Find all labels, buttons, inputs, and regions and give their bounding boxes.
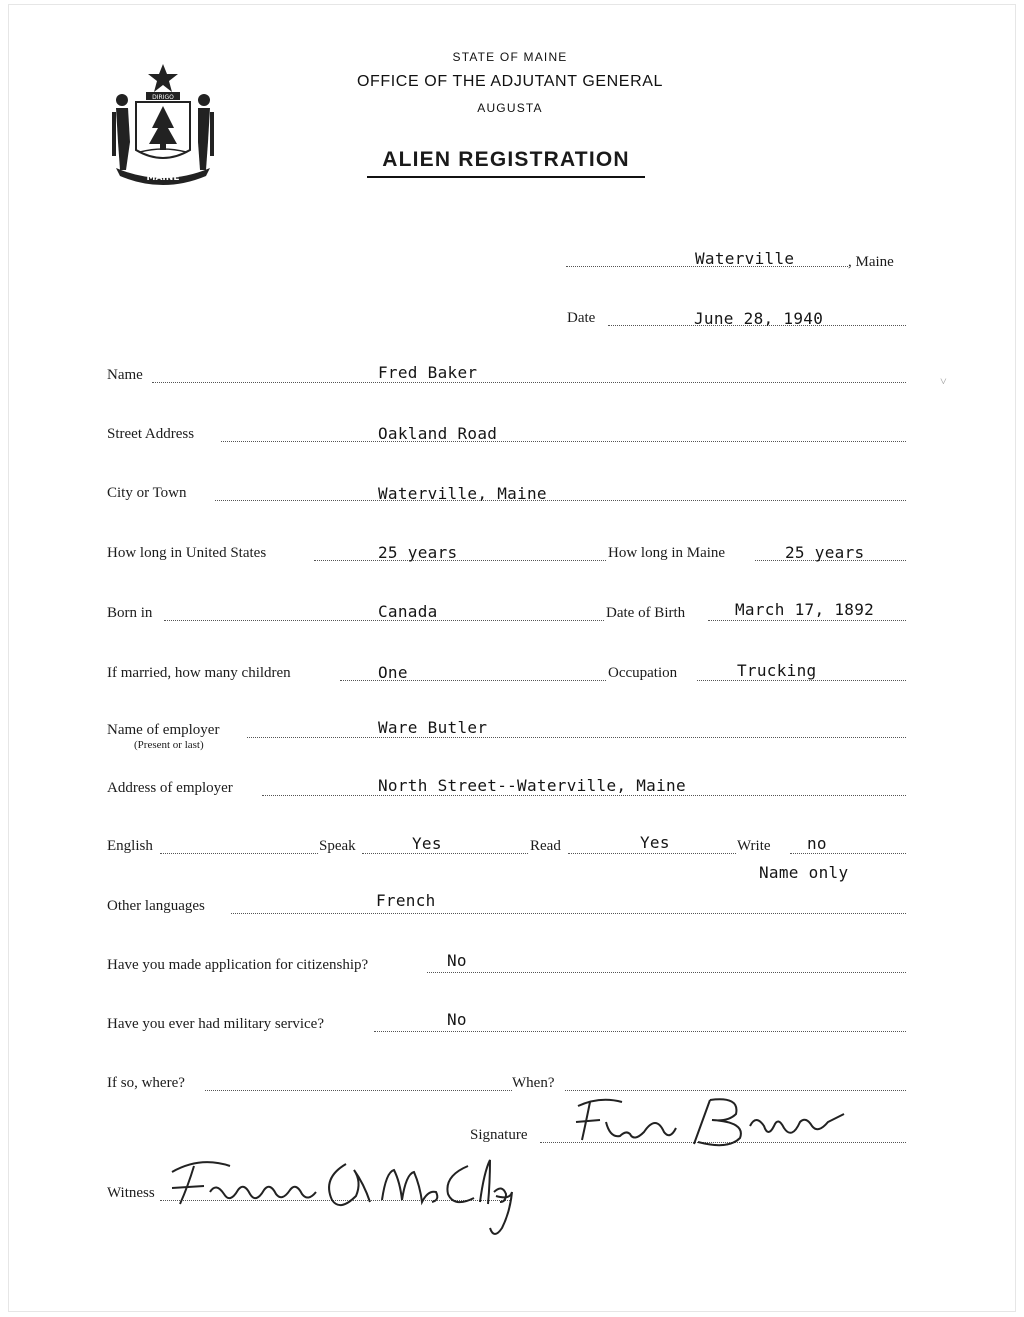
military-dotted-line (374, 1031, 906, 1032)
date-value[interactable]: June 28, 1940 (694, 309, 824, 328)
city-label: City or Town (107, 485, 187, 501)
street-label: Street Address (107, 426, 195, 442)
citizenship-value[interactable]: No (447, 951, 467, 970)
speak-value[interactable]: Yes (412, 834, 442, 853)
page-title: ALIEN REGISTRATION (367, 148, 645, 178)
signature-handwriting[interactable] (560, 1092, 850, 1154)
name-dotted-line (152, 382, 906, 383)
occupation-label: Occupation (608, 665, 678, 681)
read-dotted-line (568, 853, 736, 854)
when-dotted-line (565, 1090, 906, 1091)
signature-label: Signature (470, 1127, 528, 1143)
employer-sublabel: (Present or last) (134, 739, 204, 751)
write-label: Write (737, 838, 771, 854)
place-state-label: , Maine (848, 254, 894, 270)
seal-motto: DIRIGO (152, 94, 174, 101)
city-heading: AUGUSTA (477, 101, 543, 115)
occupation-value[interactable]: Trucking (737, 661, 817, 680)
street-value[interactable]: Oakland Road (378, 424, 498, 443)
us-duration-label: How long in United States (107, 545, 267, 561)
citizenship-label: Have you made application for citizenship? (107, 957, 369, 973)
children-value[interactable]: One (378, 663, 408, 682)
speak-dotted-line (362, 853, 528, 854)
maine-state-seal (108, 62, 218, 186)
date-label: Date (567, 310, 596, 326)
citizenship-dotted-line (427, 972, 906, 973)
employer-dotted-line (247, 737, 906, 738)
dob-value[interactable]: March 17, 1892 (735, 600, 875, 619)
witness-label: Witness (107, 1185, 155, 1201)
born-in-label: Born in (107, 605, 153, 621)
page-border (8, 4, 1016, 1312)
born-in-value[interactable]: Canada (378, 602, 438, 621)
city-dotted-line (215, 500, 906, 501)
stray-mark: ˅ (940, 374, 947, 388)
write-value[interactable]: no (807, 834, 827, 853)
us-duration-dotted-line (314, 560, 606, 561)
military-value[interactable]: No (447, 1010, 467, 1029)
employer-value[interactable]: Ware Butler (378, 718, 488, 737)
read-value[interactable]: Yes (640, 833, 670, 852)
write-note[interactable]: Name only (759, 863, 849, 882)
english-label: English (107, 838, 153, 854)
where-label: If so, where? (107, 1075, 185, 1091)
read-label: Read (530, 838, 561, 854)
maine-duration-value[interactable]: 25 years (785, 543, 865, 562)
when-label: When? (512, 1075, 555, 1091)
dob-label: Date of Birth (606, 605, 686, 621)
us-duration-value[interactable]: 25 years (378, 543, 458, 562)
where-dotted-line (205, 1090, 512, 1091)
state-heading: STATE OF MAINE (452, 50, 568, 64)
employer-address-value[interactable]: North Street--Waterville, Maine (378, 776, 686, 795)
occupation-dotted-line (697, 680, 906, 681)
place-value[interactable]: Waterville (695, 249, 795, 268)
other-languages-label: Other languages (107, 898, 205, 914)
military-label: Have you ever had military service? (107, 1016, 324, 1032)
children-label: If married, how many children (107, 665, 291, 681)
speak-label: Speak (319, 838, 356, 854)
dob-dotted-line (708, 620, 906, 621)
name-value[interactable]: Fred Baker (378, 363, 478, 382)
english-dotted-line (160, 853, 318, 854)
employer-address-dotted-line (262, 795, 906, 796)
other-languages-value[interactable]: French (376, 891, 436, 910)
write-dotted-line (790, 853, 906, 854)
maine-duration-label: How long in Maine (608, 545, 726, 561)
name-label: Name (107, 367, 143, 383)
city-value[interactable]: Waterville, Maine (378, 484, 547, 503)
witness-handwriting[interactable] (150, 1152, 520, 1242)
office-heading: OFFICE OF THE ADJUTANT GENERAL (356, 73, 664, 90)
employer-label: Name of employer (107, 722, 220, 738)
other-languages-dotted-line (231, 913, 906, 914)
street-dotted-line (221, 441, 906, 442)
employer-address-label: Address of employer (107, 780, 233, 796)
seal-banner: MAINE (146, 173, 180, 183)
